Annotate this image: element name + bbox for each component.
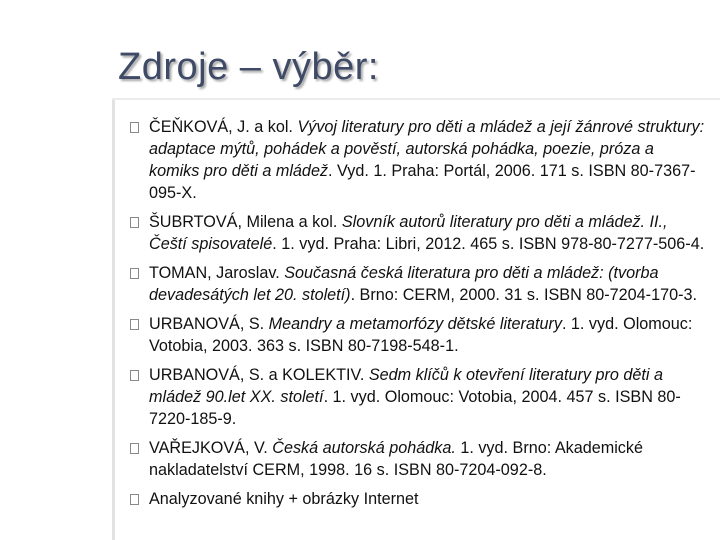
bullet-icon [130, 268, 139, 279]
reference-item: ČEŇKOVÁ, J. a kol. Vývoj literatury pro děti a mládež a její žánrové struktury: adaptace mýtů, pohádek a pověstí, autorská pohádka, poezie, próza a komiks pro děti a mládež. Vyd. 1. Praha: Portál, 2006. 171 s. ISBN 80-7367-095-X. [130, 116, 706, 204]
reference-item: Analyzované knihy + obrázky Internet [130, 488, 706, 510]
reference-item: URBANOVÁ, S. Meandry a metamorfózy dětské literatury. 1. vyd. Olomouc: Votobia, 2003. 363 s. ISBN 80-7198-548-1. [130, 313, 706, 357]
slide-title: Zdroje – výběr: [118, 46, 379, 88]
bullet-icon [130, 370, 139, 381]
bullet-icon [130, 443, 139, 454]
frame-top-line [112, 98, 720, 100]
bullet-icon [130, 217, 139, 228]
bullet-icon [130, 319, 139, 330]
bullet-icon [130, 494, 139, 505]
reference-item: TOMAN, Jaroslav. Současná česká literatura pro děti a mládež: (tvorba devadesátých let 20. století). Brno: CERM, 2000. 31 s. ISBN 80-7204-170-3. [130, 262, 706, 306]
reference-item: URBANOVÁ, S. a KOLEKTIV. Sedm klíčů k otevření literatury pro děti a mládež 90.let XX. století. 1. vyd. Olomouc: Votobia, 2004. 457 s. ISBN 80-7220-185-9. [130, 364, 706, 430]
reference-item: ŠUBRTOVÁ, Milena a kol. Slovník autorů literatury pro děti a mládež. II., Čeští spisovatelé. 1. vyd. Praha: Libri, 2012. 465 s. ISBN 978-80-7277-506-4. [130, 211, 706, 255]
reference-list [130, 116, 706, 517]
reference-item: VAŘEJKOVÁ, V. Česká autorská pohádka. 1. vyd. Brno: Akademické nakladatelství CERM, 1998. 16 s. ISBN 80-7204-092-8. [130, 437, 706, 481]
bullet-icon [130, 122, 139, 133]
frame-left-line [112, 100, 115, 540]
